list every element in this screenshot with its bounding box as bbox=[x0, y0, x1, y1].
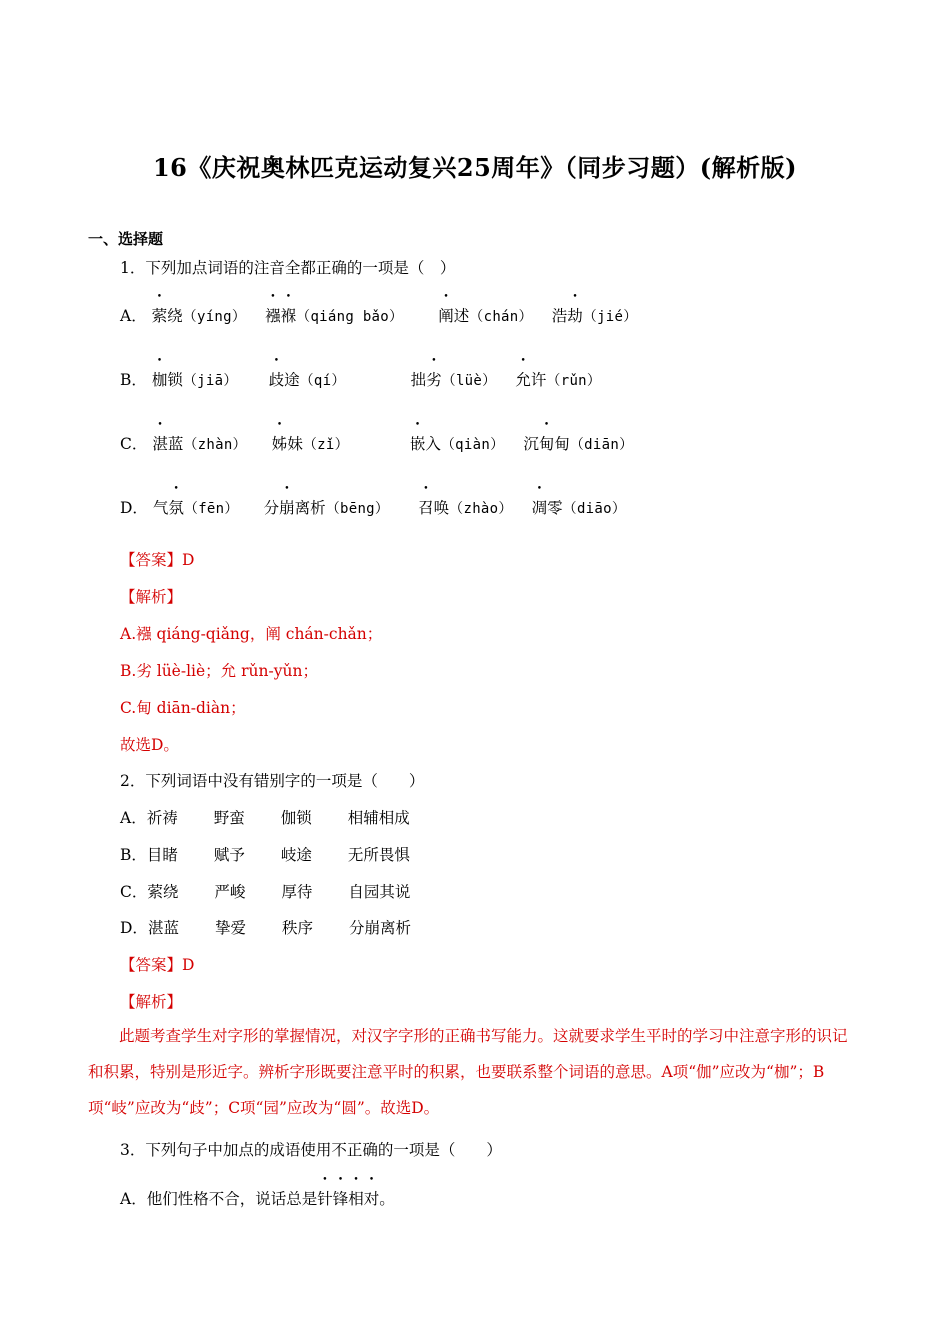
q1-answer: 【答案】D bbox=[120, 551, 195, 569]
q1-analysis-line: A.襁 qiáng-qiǎng，阐 chán-chǎn； bbox=[120, 625, 383, 643]
q3-stem: 3．下列句子中加点的成语使用不正确的一项是（ ） bbox=[120, 1141, 502, 1159]
q1-c-item-4: 沉甸甸（diān） bbox=[523, 435, 634, 453]
q2-option-c: C．萦绕 严峻 厚待 自园其说 bbox=[120, 883, 411, 901]
q1-a-item-1: 萦绕（yíng） bbox=[151, 307, 247, 325]
q1-option-c bbox=[120, 432, 647, 454]
q1-a-item-3: 阐述（chán） bbox=[438, 307, 533, 325]
q2-option-b: B．目睹 赋予 岐途 无所畏惧 bbox=[120, 846, 410, 864]
q1-d-item-1: 气氛（fēn） bbox=[152, 499, 239, 517]
q2-option-a: A．祈祷 野蛮 伽锁 相辅相成 bbox=[120, 809, 410, 827]
q1-analysis-line: B.劣 lüè-liè；允 rǔn-yǔn； bbox=[120, 662, 318, 680]
q1-analysis-line: C.甸 diān-diàn； bbox=[120, 699, 246, 717]
q1-analysis-label: 【解析】 bbox=[120, 588, 183, 606]
q1-a-item-4: 浩劫（jié） bbox=[551, 307, 638, 325]
q1-d-item-4: 凋零（diāo） bbox=[531, 499, 627, 517]
section-heading: 一、选择题 bbox=[88, 230, 164, 248]
option-letter: A． bbox=[120, 307, 147, 325]
q2-option-d: D．湛蓝 挚爱 秩序 分崩离析 bbox=[120, 919, 411, 937]
q1-b-item-1: 枷锁（jiā） bbox=[151, 371, 238, 389]
q1-option-b bbox=[120, 368, 615, 390]
q2-answer: 【答案】D bbox=[120, 956, 195, 974]
option-letter: D． bbox=[120, 499, 148, 517]
q1-option-a bbox=[120, 304, 652, 326]
q1-analysis-line: 故选D。 bbox=[120, 736, 179, 754]
q1-stem: 1．下列加点词语的注音全都正确的一项是（ ） bbox=[120, 259, 456, 277]
q2-analysis-text: 此题考查学生对字形的掌握情况，对汉字字形的正确书写能力。这就要求学生平时的学习中注意字形的识记和积累，特别是形近字。辨析字形既要注意平时的积累，也要联系整个词语的意思。A项“伽”应改为“枷”；B项“岐”应改为“歧”；C项“园”应改为“圆”。故选D。 bbox=[88, 1027, 848, 1117]
dotted-idiom: 针锋相对 bbox=[317, 1190, 380, 1208]
q1-option-d bbox=[120, 496, 640, 518]
option-letter: C． bbox=[120, 435, 148, 453]
q1-b-item-2: 歧途（qí） bbox=[268, 371, 346, 389]
q2-stem: 2．下列词语中没有错别字的一项是（ ） bbox=[120, 772, 425, 790]
q2-analysis-label: 【解析】 bbox=[120, 993, 183, 1011]
page-title: 16《庆祝奥林匹克运动复兴25周年》（同步习题）(解析版) bbox=[152, 153, 797, 182]
q1-b-item-4: 允许（rǔn） bbox=[515, 371, 602, 389]
q1-d-item-3: 召唤（zhào） bbox=[418, 499, 513, 517]
option-letter: B． bbox=[120, 371, 147, 389]
q1-c-item-2: 姊妹（zǐ） bbox=[271, 435, 349, 453]
q3-option-a: A．他们性格不合，说话总是针锋相对。 bbox=[120, 1190, 395, 1208]
q1-d-item-2: 分崩离析（bēng） bbox=[263, 499, 390, 517]
q1-c-item-3: 嵌入（qiàn） bbox=[409, 435, 505, 453]
q1-a-item-2: 襁褓（qiáng bǎo） bbox=[265, 307, 404, 325]
q1-b-item-3: 拙劣（lüè） bbox=[410, 371, 497, 389]
q1-c-item-1: 湛蓝（zhàn） bbox=[152, 435, 247, 453]
